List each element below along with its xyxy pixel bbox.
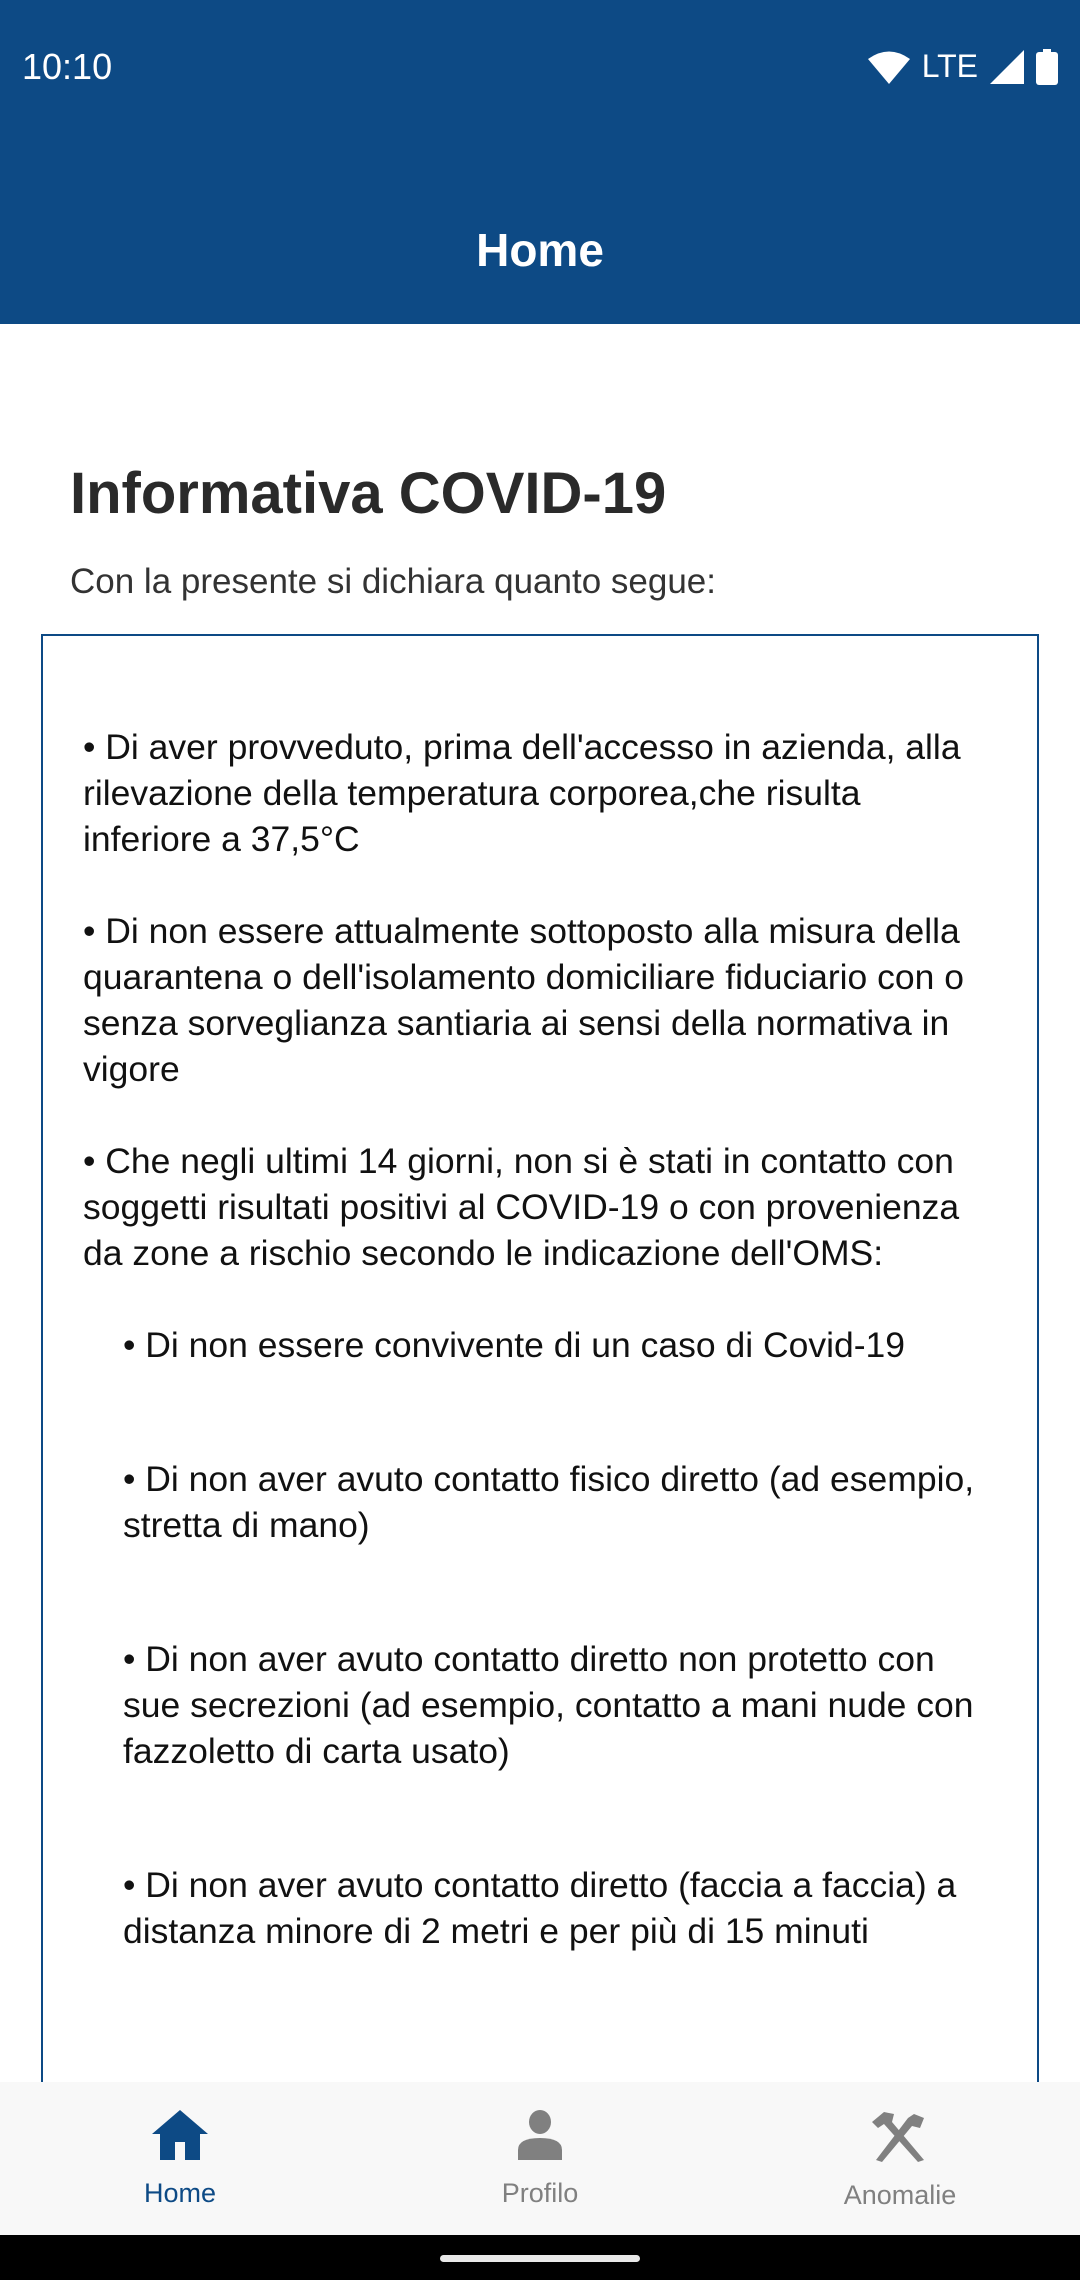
network-label: LTE (921, 48, 978, 84)
home-gesture-handle[interactable] (440, 2255, 640, 2262)
status-bar (0, 0, 1080, 110)
declaration-subitem: • Di non aver avuto contatto diretto non protetto con sue secrezioni (ad esempio, contatto a mani nude con fazzoletto di carta usato) (123, 1639, 974, 1771)
declaration-item: • Di aver provveduto, prima dell'accesso in azienda, alla rilevazione della temperatura corporea,che risulta inferiore a 37,5°C (83, 727, 961, 859)
nav-label: Home (143, 2178, 217, 2208)
bottom-nav (0, 2082, 1080, 2235)
nav-label: Anomalie (843, 2180, 957, 2210)
info-subtitle: Con la presente si dichiara quanto segue: (70, 562, 716, 601)
home-icon (152, 2110, 208, 2160)
info-heading: Informativa COVID-19 (70, 461, 667, 526)
declaration-box[interactable] (41, 634, 1039, 2114)
signal-icon (990, 50, 1024, 84)
status-time: 10:10 (22, 46, 113, 87)
battery-icon (1036, 49, 1058, 85)
page-title: Home (476, 224, 604, 276)
nav-home[interactable] (0, 2082, 360, 2235)
declaration-subitem: • Di non essere convivente di un caso di Covid-19 (123, 1325, 906, 1365)
declaration-subitem: • Di non aver avuto contatto diretto (faccia a faccia) a distanza minore di 2 metri e per più di 15 minuti (123, 1865, 957, 1951)
system-nav-bar (0, 2235, 1080, 2280)
wifi-icon (868, 50, 910, 84)
nav-profilo[interactable] (360, 2082, 720, 2235)
app-bar (0, 110, 1080, 324)
nav-anomalie[interactable] (720, 2082, 1080, 2235)
declaration-item: • Di non essere attualmente sottoposto alla misura della quarantena o dell'isolamento domiciliare fiduciario con o senza sorveglianza santiaria ai sensi della normativa in vigore (83, 911, 964, 1089)
declaration-item: • Che negli ultimi 14 giorni, non si è stati in contatto con soggetti risultati positivi al COVID-19 o con provenienza da zone a rischio secondo le indicazione dell'OMS: (83, 1141, 960, 1273)
person-icon (515, 2110, 565, 2160)
tools-icon (872, 2110, 928, 2162)
nav-label: Profilo (501, 2178, 579, 2208)
declaration-subitem: • Di non aver avuto contatto fisico diretto (ad esempio, stretta di mano) (123, 1459, 975, 1545)
